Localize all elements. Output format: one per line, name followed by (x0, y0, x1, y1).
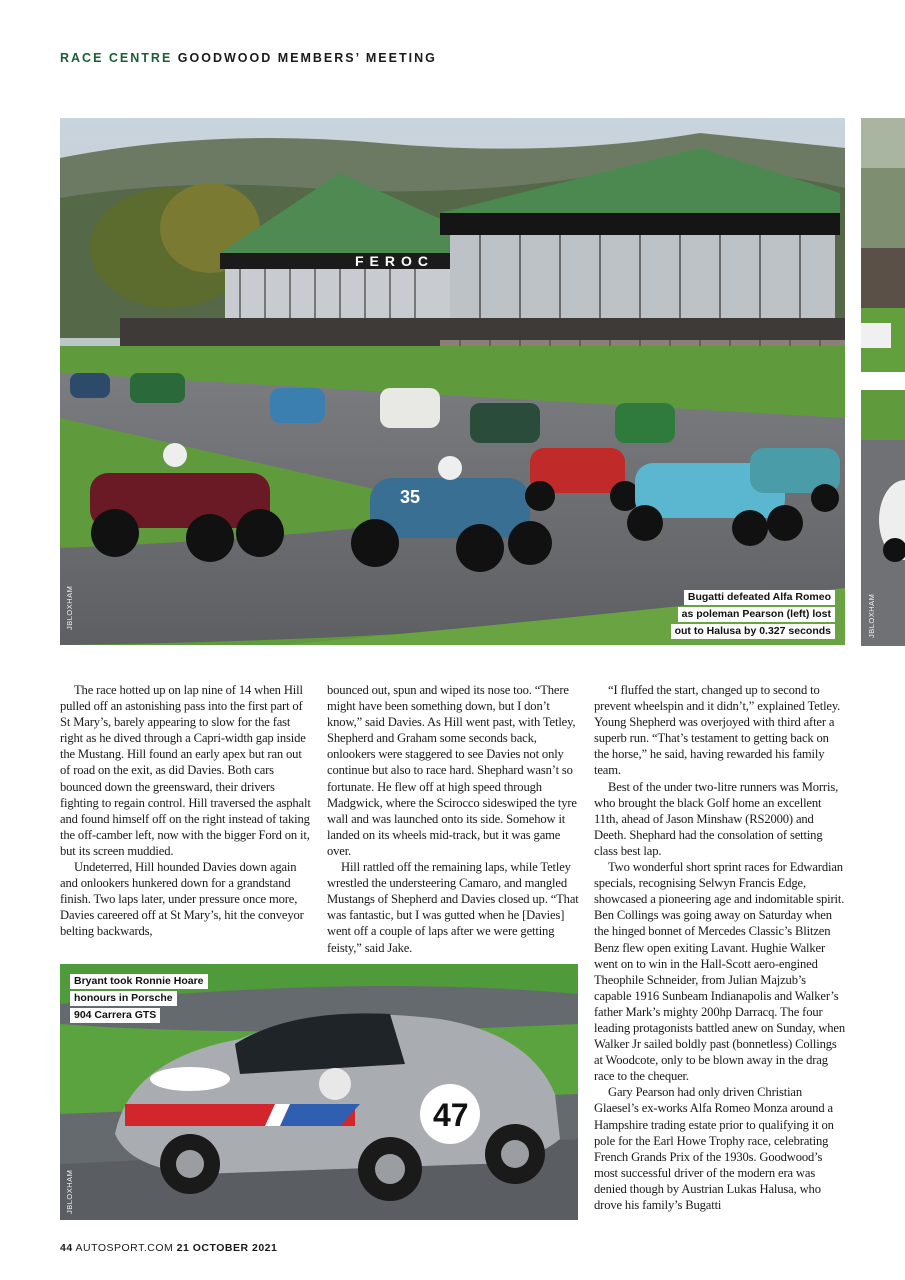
caption-line: out to Halusa by 0.327 seconds (671, 624, 835, 639)
main-photo-caption (671, 590, 835, 641)
issue-date: 21 OCTOBER 2021 (176, 1242, 278, 1254)
article-column-3 (594, 682, 846, 1213)
paragraph: bounced out, spun and wiped its nose too. “There might have been something down, but I don’t know,” said Davies. As Hill went past, with Tetley, Shepherd and Graham some seconds back, onlookers were staggered to see Davies not only continue but also to race hard. Shephard wasn’t so fortunate. He flew off at high speed through Madgwick, where the Scirocco sideswiped the tyre wall and was launched onto its side. Somehow it landed on its wheels mid-track, but it was game over. (327, 683, 577, 858)
porsche-photo-credit: JBLOXHAM (65, 1169, 74, 1214)
grandstand-sign: FEROC (355, 253, 434, 269)
article-column-1 (60, 682, 312, 940)
pack-car-white (380, 388, 440, 428)
pack-car-blue (270, 388, 325, 423)
page-footer (60, 1242, 277, 1254)
article-column-2 (327, 682, 579, 956)
porsche-photo-caption (70, 974, 208, 1025)
pack-car-green-2 (615, 403, 675, 443)
photo-credit: JBLOXHAM (65, 585, 74, 630)
caption-line: honours in Porsche (70, 991, 177, 1006)
car-number-35: 35 (400, 487, 421, 507)
paragraph: Undeterred, Hill hounded Davies down again and onlookers hunkered down for a grandstand finish. Two laps later, under pressure once more, Davies careered off at St Mary’s, hit the conveyor belting backwards, (60, 860, 304, 939)
caption-line: Bryant took Ronnie Hoare (70, 974, 208, 989)
side-photo-bottom (861, 390, 905, 646)
paragraph: Best of the under two-litre runners was Morris, who brought the black Golf home an excellent 11th, ahead of Jason Minshaw (RS2000) and Deeth. Shephard had the consolation of setting class best lap. (594, 779, 839, 858)
side-photo-credit: JBLOXHAM (867, 593, 876, 638)
porsche-photo (60, 964, 578, 1220)
paragraph: Hill rattled off the remaining laps, while Tetley wrestled the understeering Camaro, and mangled Mustangs of Shepherd and Davies closed up. “That was fantastic, but I was gutted when he [Davies] went off a couple of laps after we were getting feisty,” said Jake. (327, 860, 579, 955)
section-label: RACE CENTRE (60, 51, 173, 65)
caption-line: Bugatti defeated Alfa Romeo (684, 590, 835, 605)
publication-name: AUTOSPORT.COM (75, 1242, 174, 1254)
side-photo-top-illustration (861, 118, 905, 372)
side-photo-top (861, 118, 905, 372)
porsche-car-number: 47 (433, 1097, 469, 1133)
paragraph: Two wonderful short sprint races for Edwardian specials, recognising Selwyn Francis Edge, showcased a pioneering age and indomitable spirit. Ben Collings was going away on Saturday when the hinged bonnet of Mercedes Classic’s Blitzen Benz flew open exiting Lavant. Hughie Walker went on to win in the Hall-Scott aero-engined Theophile Schneider, from Julian Majzub’s capable 1916 Sunbeam Indianapolis and Walker’s father Mark’s mighty 200hp Darracq. The four leading protagonists battled anew on Sunday, when Walker Jr sailed boldly past (bonnetless) Collings at Woodcote, only to be blown away in the drag race to the chequer. (594, 860, 846, 1084)
page-number: 44 (60, 1242, 73, 1254)
caption-line: 904 Carrera GTS (70, 1008, 160, 1023)
main-photo-illustration (60, 118, 845, 645)
pack-car-navy (70, 373, 110, 398)
pack-car-dark (470, 403, 540, 443)
caption-line: as poleman Pearson (left) lost (678, 607, 835, 622)
paragraph: Gary Pearson had only driven Christian Glaesel’s ex-works Alfa Romeo Monza around a Hampshire trading estate prior to qualifying it on pole for the Earl Howe Trophy race, celebrating French Grands Prix of the 1930s. Goodwood’s most successful driver of the modern era was denied though by Austrian Lukas Halusa, who drove his family’s Bugatti (594, 1085, 834, 1212)
main-photo (60, 118, 845, 645)
section-header (60, 51, 437, 65)
paragraph: The race hotted up on lap nine of 14 when Hill pulled off an astonishing pass into the first part of St Mary’s, barely appearing to slow for the fast right as he dived through a Capri-width gap inside the Mustang. Hill found an early apex but ran out of road on the exit, as did Davies. Both cars bounced down the greensward, their drivers fighting to regain control. Hill traversed the asphalt and found himself off on the right instead of taking the off-camber left, now with the bigger Ford on it, but its screen muddied. (60, 683, 311, 858)
event-title: GOODWOOD MEMBERS’ MEETING (177, 51, 437, 65)
pack-car-green (130, 373, 185, 403)
paragraph: “I fluffed the start, changed up to second to prevent wheelspin and it didn’t,” explained Tetley. Young Shepherd was overjoyed with third after a superb run. “That’s testament to getting back on the horse,” he said, having rewarded his family team. (594, 683, 841, 778)
